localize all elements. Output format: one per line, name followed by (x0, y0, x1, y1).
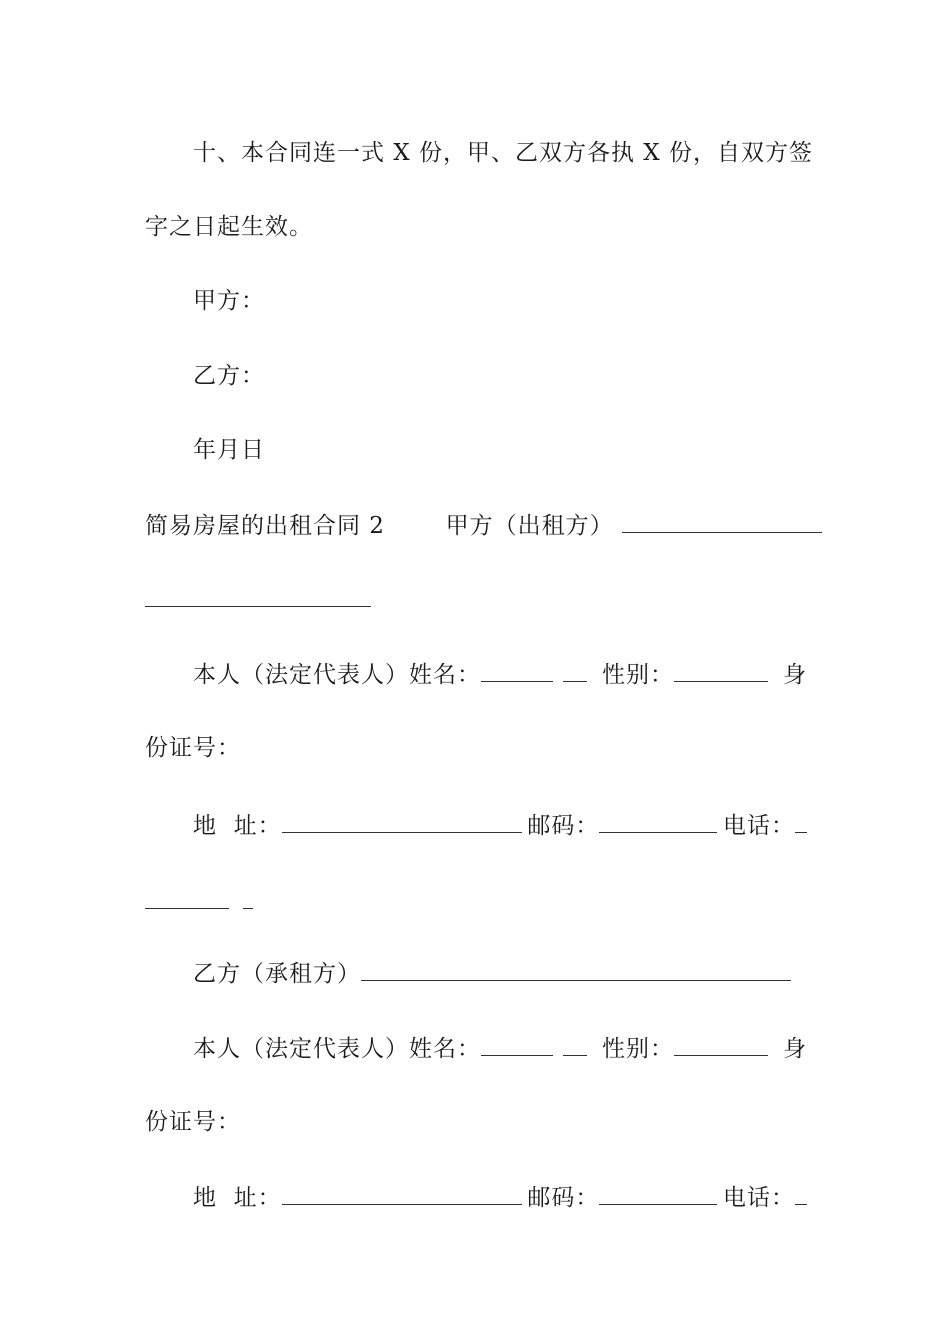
gender-blank-b[interactable] (674, 1033, 768, 1056)
id-number-line-b: 份证号： (145, 1109, 241, 1135)
id-number-line: 份证号： (145, 735, 241, 761)
name-blank[interactable] (481, 659, 553, 682)
signing-date: 年月日 (193, 437, 265, 463)
name-label-b: 本人（法定代表人）姓名： (193, 1036, 481, 1062)
address-blank[interactable] (282, 810, 522, 833)
postcode-blank-b[interactable] (599, 1182, 717, 1205)
clause-10-line-2: 字之日起生效。 (145, 214, 313, 240)
name-blank-b-2[interactable] (563, 1033, 587, 1056)
phone-blank-b[interactable] (795, 1182, 807, 1205)
lessor-label: 甲方（出租方） (445, 513, 614, 539)
gender-label: 性别： (602, 662, 674, 688)
gender-blank[interactable] (674, 659, 768, 682)
contract-2-header-line (145, 510, 807, 541)
phone-blank-continued (145, 886, 807, 917)
phone-blank[interactable] (795, 810, 807, 833)
name-label: 本人（法定代表人）姓名： (193, 662, 481, 688)
postcode-label-b: 邮码： (527, 1185, 600, 1211)
contract-2-title: 简易房屋的出租合同 2 (145, 513, 385, 539)
party-a-signature: 甲方： (193, 288, 265, 314)
party-b-address-line (193, 1182, 807, 1213)
id-label-b-part1: 身 (783, 1036, 807, 1062)
phone-blank-3[interactable] (243, 886, 253, 909)
gender-label-b: 性别： (602, 1036, 674, 1062)
party-b-signature: 乙方： (193, 363, 265, 389)
lessee-name-blank[interactable] (361, 958, 791, 981)
lessor-blank-continued (145, 584, 807, 615)
name-blank-b[interactable] (481, 1033, 553, 1056)
lessee-line (193, 958, 807, 989)
postcode-label: 邮码： (527, 813, 600, 839)
id-label-part1: 身 (783, 662, 807, 688)
phone-label: 电话： (723, 813, 795, 839)
party-a-name-line (193, 659, 807, 690)
clause-10-text: 十、本合同连一式 X 份，甲、乙双方各执 X 份，自双方签 (193, 140, 813, 166)
party-b-name-line (193, 1033, 807, 1064)
clause-10-line-1 (193, 138, 813, 168)
lessor-name-blank[interactable] (622, 510, 822, 533)
postcode-blank[interactable] (599, 810, 717, 833)
lessee-label: 乙方（承租方） (193, 961, 361, 987)
name-blank-2[interactable] (563, 659, 587, 682)
phone-label-b: 电话： (723, 1185, 795, 1211)
lessor-name-blank-2[interactable] (145, 584, 371, 607)
address-blank-b[interactable] (282, 1182, 522, 1205)
phone-blank-2[interactable] (145, 886, 229, 909)
address-label: 地 址： (193, 813, 282, 839)
party-a-address-line (193, 810, 807, 841)
address-label-b: 地 址： (193, 1185, 282, 1211)
